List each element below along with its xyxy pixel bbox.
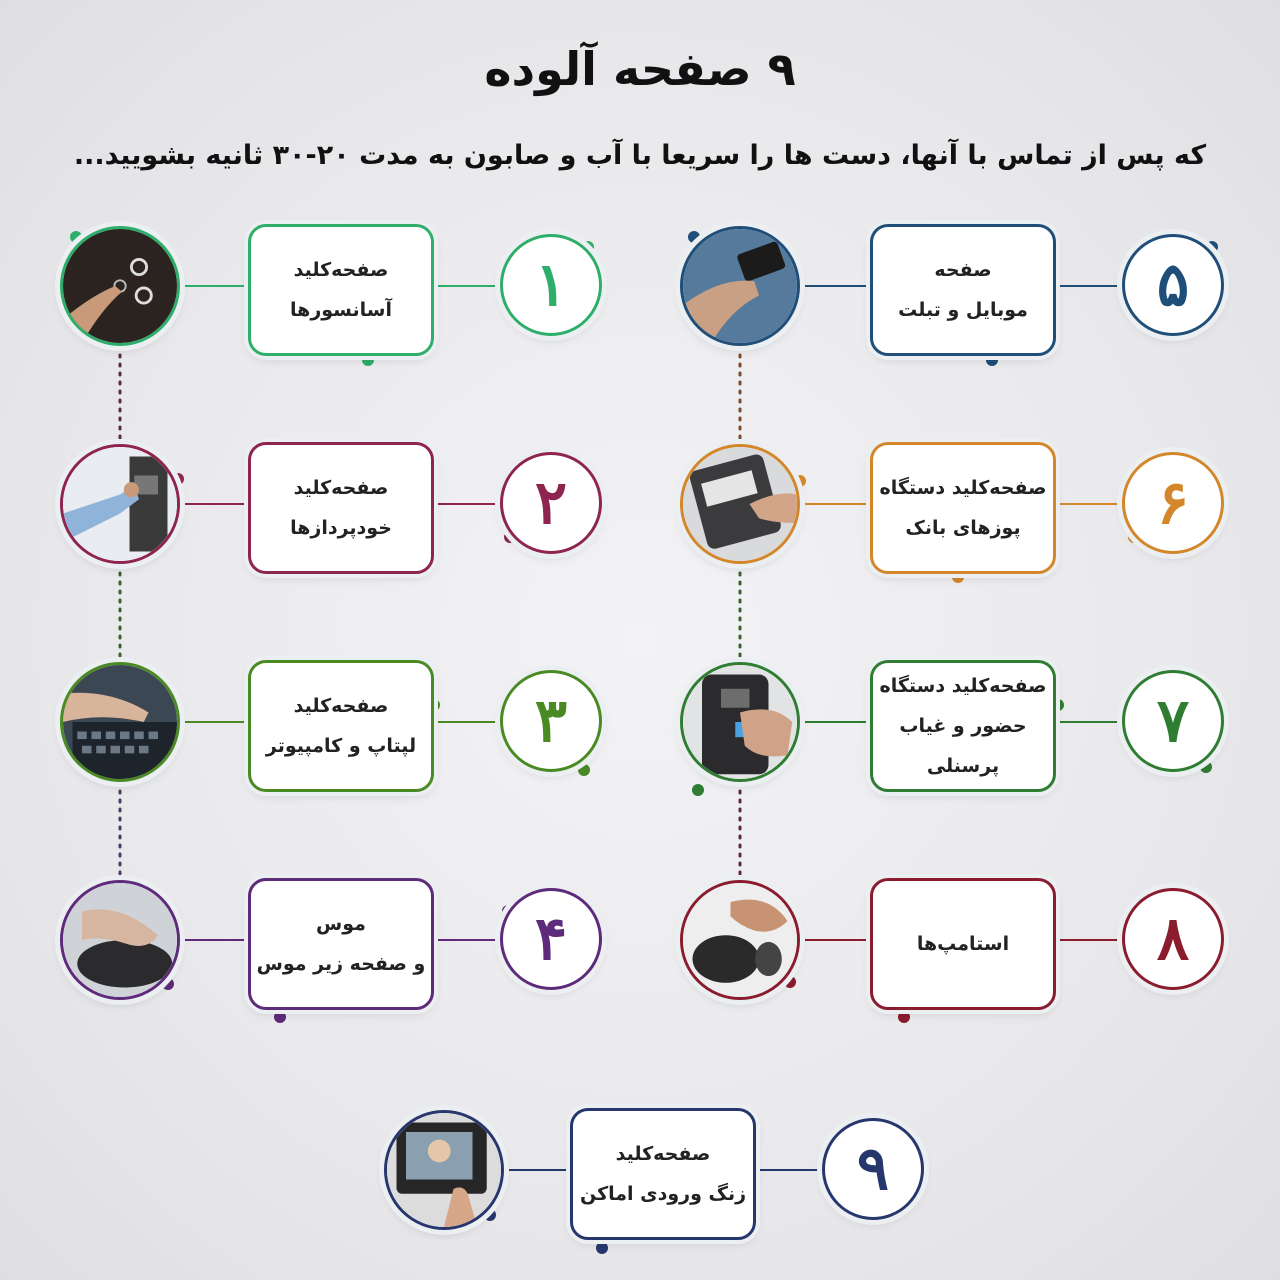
item-6-line1: صفحه‌کلید دستگاه [879,477,1047,499]
item-9-line1: صفحه‌کلید [615,1143,711,1165]
accent-dot-9 [578,764,590,776]
number-badge-6: ۶ [1122,452,1224,554]
pos-terminal-photo [680,444,800,564]
label-box-2 [248,442,434,574]
item-3-line2: لپتاپ و کامپیوتر [265,735,417,757]
number-badge-3: ۳ [500,670,602,772]
item-8-line1: استامپ‌ها [916,933,1010,955]
keyboard-photo [60,662,180,782]
accent-dot-26 [596,1242,608,1254]
item-6-line2: پوزهای بانک [905,517,1021,539]
item-7-line2: حضور و غیاب پرسنلی [899,715,1027,777]
item-1-line1: صفحه‌کلید [293,259,389,281]
item-5-line2: موبایل و تبلت [898,299,1028,321]
label-box-3 [248,660,434,792]
page-title: ۹ صفحه آلوده [484,42,796,96]
number-badge-8: ۸ [1122,888,1224,990]
mouse-photo [60,880,180,1000]
item-1-line2: آسانسورها [290,299,392,321]
number-badge-5: ۵ [1122,234,1224,336]
label-box-6 [870,442,1056,574]
item-2-line2: خودپردازها [290,517,392,539]
accent-dot-19 [692,784,704,796]
label-box-5 [870,224,1056,356]
number-badge-1: ۱ [500,234,602,336]
attendance-device-photo [680,662,800,782]
item-7-line1: صفحه‌کلید دستگاه [879,675,1047,697]
item-4-line1: موس [316,913,366,935]
number-badge-7: ۷ [1122,670,1224,772]
number-badge-2: ۲ [500,452,602,554]
elevator-keypad-photo [60,226,180,346]
number-badge-4: ۴ [500,888,602,990]
item-4-line2: و صفحه زیر موس [256,953,426,975]
page-subtitle: که پس از تماس با آنها، دست ها را سریعا با آب و صابون به مدت ۲۰-۳۰ ثانیه بشویید... [73,140,1207,171]
label-box-1 [248,224,434,356]
item-5-line1: صفحه [934,259,992,281]
number-badge-9: ۹ [822,1118,924,1220]
label-box-4 [248,878,434,1010]
label-box-9 [570,1108,756,1240]
atm-photo [60,444,180,564]
stamp-pad-photo [680,880,800,1000]
doorbell-intercom-photo [384,1110,504,1230]
mobile-photo [680,226,800,346]
item-9-line2: زنگ ورودی اماکن [579,1183,747,1205]
item-2-line1: صفحه‌کلید [293,477,389,499]
accent-dot-11 [274,1011,286,1023]
label-box-7 [870,660,1056,792]
item-3-line1: صفحه‌کلید [293,695,389,717]
label-box-8 [870,878,1056,1010]
accent-dot-23 [898,1011,910,1023]
